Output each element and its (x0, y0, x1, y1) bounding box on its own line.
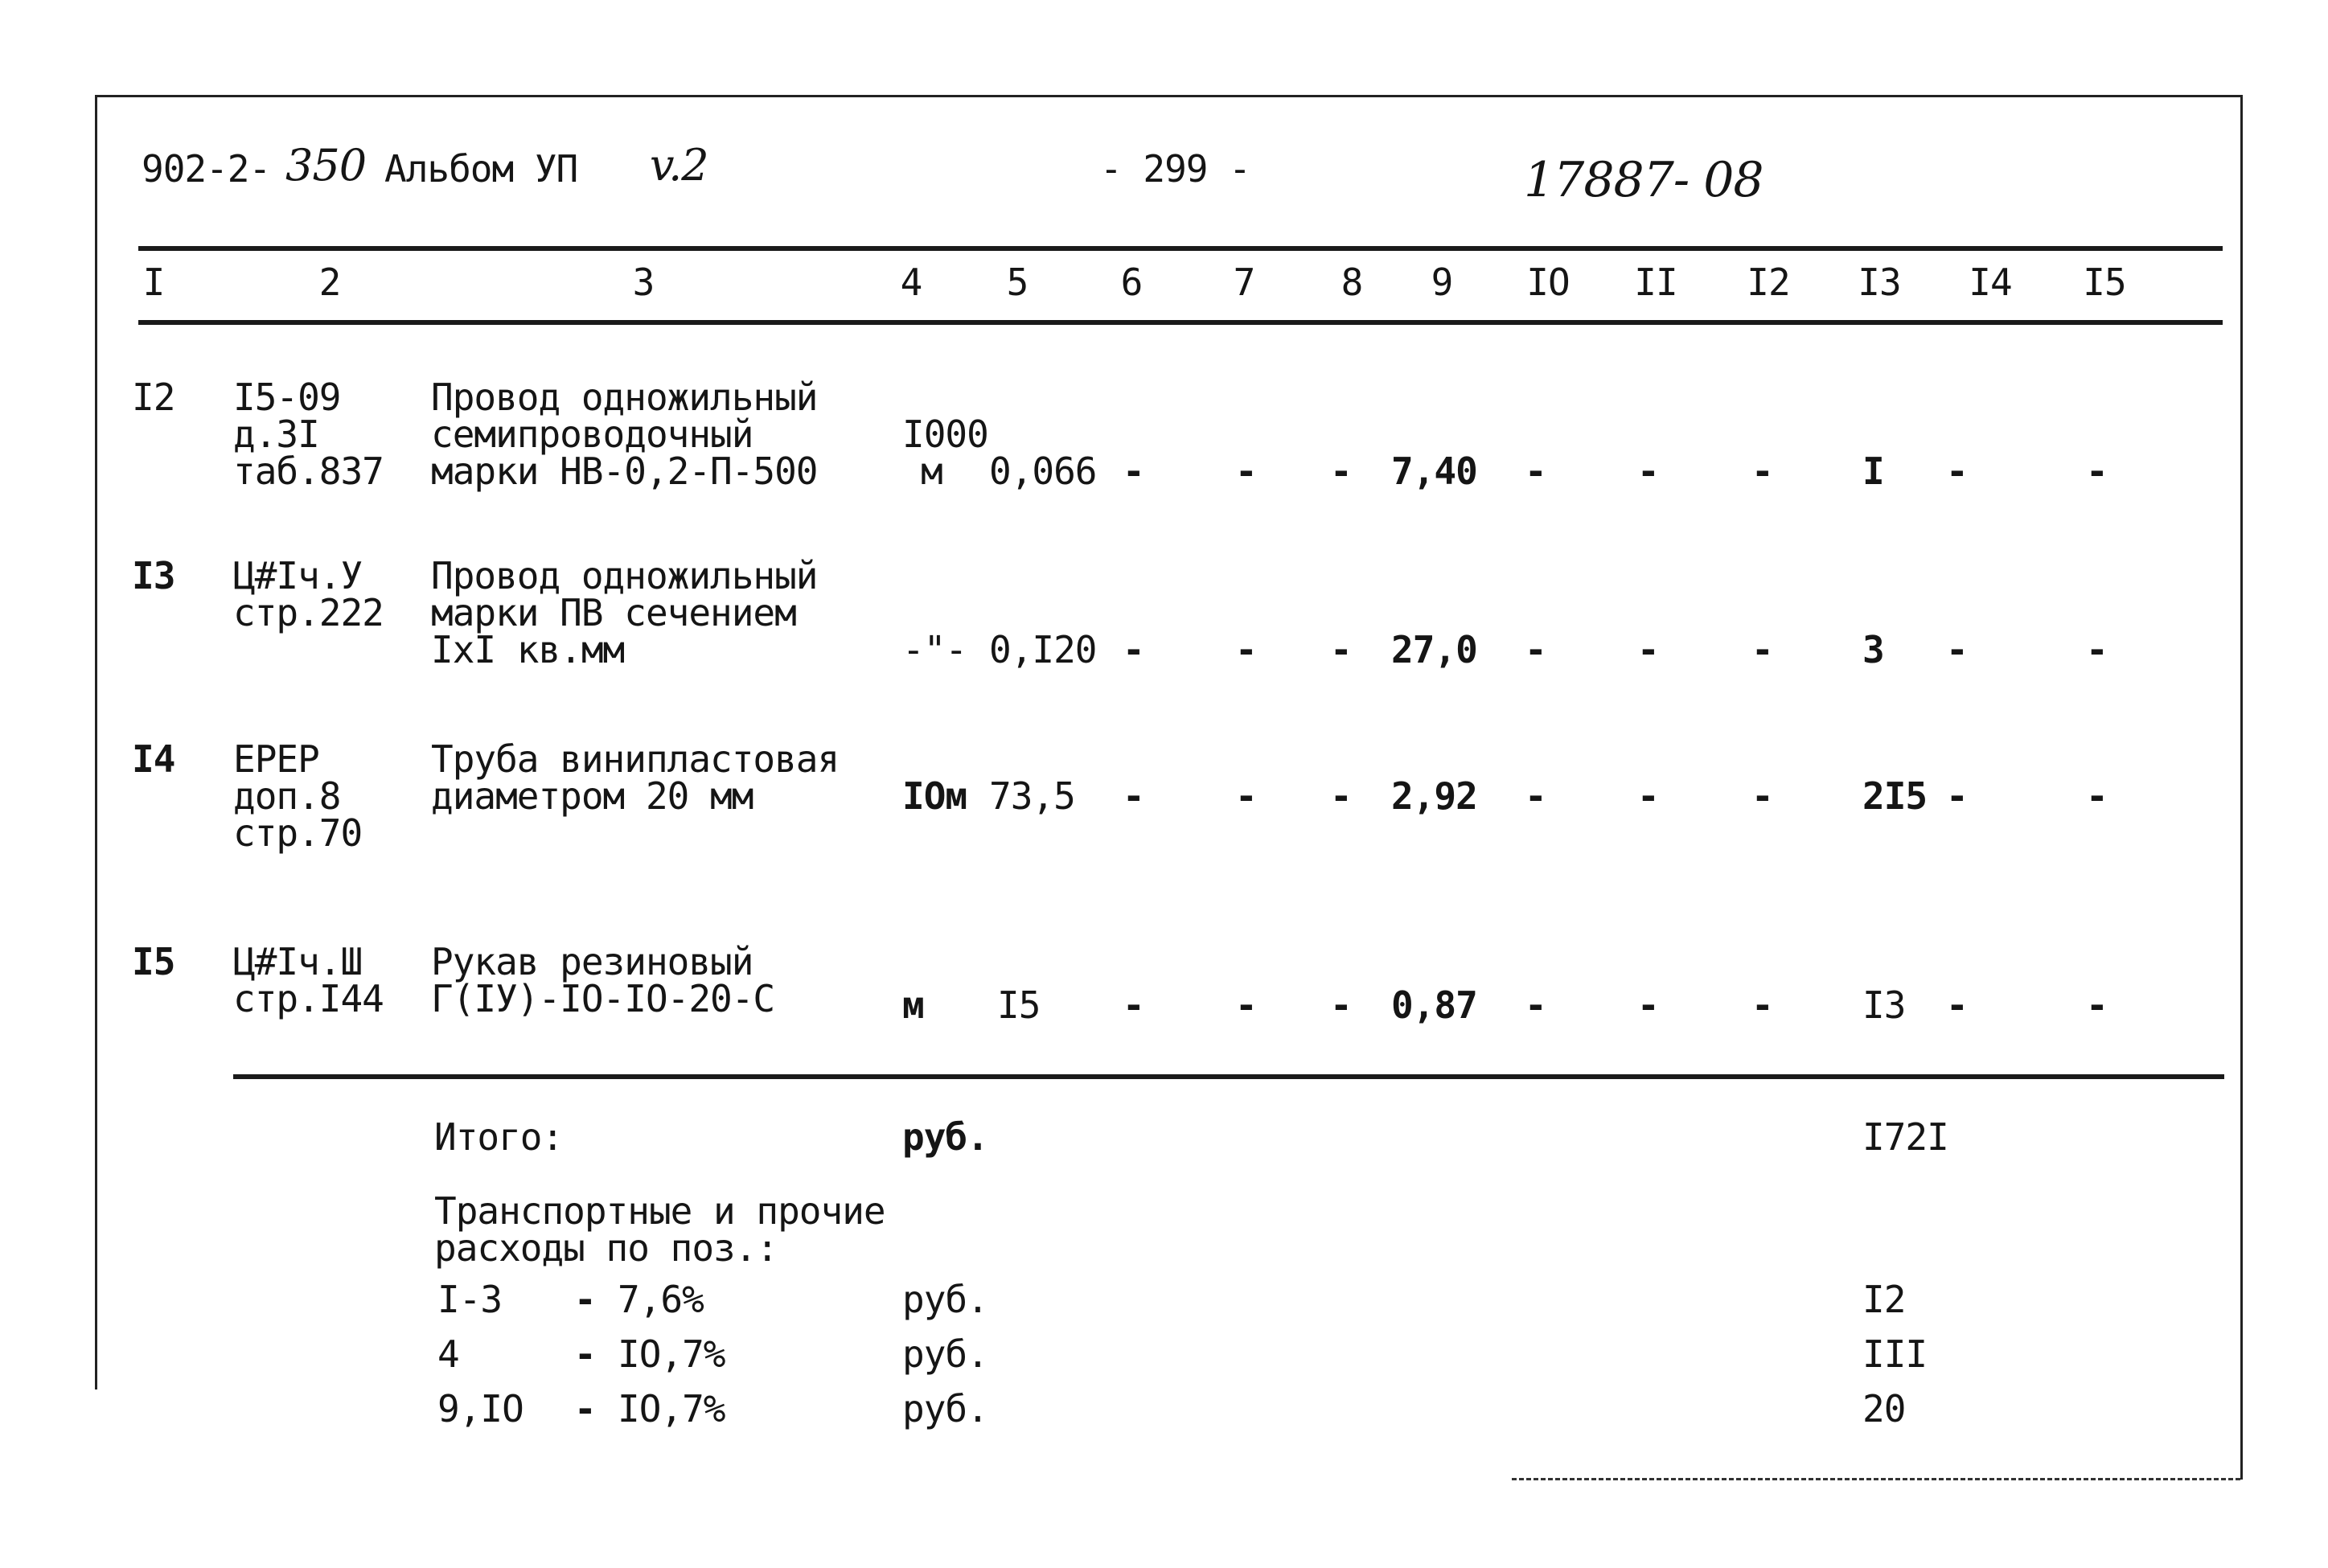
cell-col15: - (2086, 628, 2108, 671)
transport-label-line: Транспортные и прочие (434, 1189, 885, 1233)
row-number: I2 (132, 376, 175, 419)
cell-col7: - (1235, 983, 1257, 1027)
column-header: I2 (1747, 261, 1790, 304)
row-reference-line: Ц#Iч.У (233, 554, 363, 597)
album-label: Альбом УП (384, 147, 578, 191)
column-header: IO (1526, 261, 1570, 304)
cell-col5: 0,066 (989, 449, 1097, 493)
column-header: 4 (900, 261, 922, 304)
page-number: - 299 - (1100, 147, 1250, 191)
cell-col6: - (1123, 983, 1144, 1027)
column-header: 5 (1006, 261, 1029, 304)
row-description-line: марки НВ-0,2-П-500 (431, 449, 818, 493)
transport-item-percent: IO,7% (618, 1332, 725, 1376)
transport-item-unit: руб. (902, 1278, 988, 1321)
row-reference-line: доп.8 (233, 774, 341, 818)
cell-col7: - (1235, 774, 1257, 818)
cell-col12: - (1751, 449, 1773, 493)
frame-bottom-border (1512, 1478, 2240, 1480)
cell-col15: - (2086, 983, 2108, 1027)
transport-item-unit: руб. (902, 1332, 988, 1376)
row-description-line: Труба винипластовая (431, 737, 840, 781)
column-header: 6 (1120, 261, 1143, 304)
column-header: I5 (2083, 261, 2126, 304)
transport-item-dash: - (574, 1387, 596, 1430)
doc-code-handwritten: 350 (285, 140, 367, 191)
column-header: 9 (1431, 261, 1453, 304)
cell-col9: 0,87 (1391, 983, 1477, 1027)
row-description-line: диаметром 20 мм (431, 774, 753, 818)
cell-col9: 2,92 (1391, 774, 1477, 818)
cell-col12: - (1751, 628, 1773, 671)
total-value: I72I (1862, 1115, 1948, 1159)
transport-item-positions: 9,IO (437, 1387, 523, 1430)
total-label: Итого: (434, 1115, 564, 1159)
column-header: 7 (1233, 261, 1255, 304)
row-reference-line: д.3I (233, 413, 319, 456)
row-description-line: Рукав резиновый (431, 940, 753, 983)
cell-col11: - (1637, 449, 1659, 493)
column-header: II (1634, 261, 1677, 304)
transport-item-dash: - (574, 1278, 596, 1321)
cell-col7: - (1235, 449, 1257, 493)
column-header: I4 (1969, 261, 2012, 304)
cell-col13: 3 (1862, 628, 1884, 671)
transport-item-positions: 4 (437, 1332, 459, 1376)
row-number: I5 (132, 940, 175, 983)
frame-right-border (2240, 95, 2243, 1480)
cell-col6: - (1123, 449, 1144, 493)
cell-col11: - (1637, 983, 1659, 1027)
cell-col14: - (1946, 449, 1968, 493)
cell-col12: - (1751, 774, 1773, 818)
cell-col14: - (1946, 774, 1968, 818)
column-header: I (142, 261, 165, 304)
row-unit-line: IOм (902, 774, 967, 818)
cell-col8: - (1330, 983, 1352, 1027)
cell-col6: - (1123, 774, 1144, 818)
cell-col13: I (1862, 449, 1884, 493)
row-reference-line: стр.222 (233, 591, 384, 634)
row-reference-line: стр.I44 (233, 977, 384, 1020)
cell-col10: - (1525, 628, 1546, 671)
transport-item-dash: - (574, 1332, 596, 1376)
row-description-line: Провод одножильный (431, 376, 818, 419)
cell-col12: - (1751, 983, 1773, 1027)
row-description-line: Г(IУ)-IO-IO-20-С (431, 977, 775, 1020)
column-header: 2 (318, 261, 341, 304)
transport-item-percent: 7,6% (618, 1278, 704, 1321)
row-reference-line: I5-09 (233, 376, 341, 419)
transport-item-value: 20 (1862, 1387, 1906, 1430)
doc-code-prefix: 902-2- (142, 147, 271, 191)
row-description-line: IxI кв.мм (431, 628, 625, 671)
cell-col9: 7,40 (1391, 449, 1477, 493)
cell-col9: 27,0 (1391, 628, 1477, 671)
total-unit: руб. (902, 1115, 988, 1159)
frame-top-border (95, 95, 2242, 97)
column-header: 8 (1341, 261, 1363, 304)
row-number: I3 (132, 554, 175, 597)
cell-col13: 2I5 (1862, 774, 1928, 818)
row-description-line: Провод одножильный (431, 554, 818, 597)
cell-col11: - (1637, 628, 1659, 671)
row-number: I4 (132, 737, 175, 781)
column-header: I3 (1858, 261, 1901, 304)
table-top-rule (138, 246, 2223, 251)
row-unit-line: м (921, 449, 942, 493)
cell-col8: - (1330, 774, 1352, 818)
frame-left-border (95, 95, 97, 1389)
cell-col7: - (1235, 628, 1257, 671)
cell-col14: - (1946, 628, 1968, 671)
registration-number-handwritten: 17887- 08 (1524, 152, 1763, 208)
album-part-handwritten: v.2 (650, 140, 708, 191)
row-reference-line: Ц#Iч.Ш (233, 940, 363, 983)
row-description-line: марки ПВ сечением (431, 591, 796, 634)
transport-item-unit: руб. (902, 1387, 988, 1430)
cell-col5: 0,I20 (989, 628, 1097, 671)
transport-item-value: III (1862, 1332, 1928, 1376)
cell-col10: - (1525, 774, 1546, 818)
summary-rule (233, 1074, 2224, 1079)
cell-col6: - (1123, 628, 1144, 671)
row-unit-line: I000 (902, 413, 988, 456)
column-header: 3 (632, 261, 655, 304)
cell-col14: - (1946, 983, 1968, 1027)
transport-item-value: I2 (1862, 1278, 1906, 1321)
row-unit-line: м (902, 983, 924, 1027)
cell-col8: - (1330, 628, 1352, 671)
cell-col8: - (1330, 449, 1352, 493)
transport-label-line: расходы по поз.: (434, 1226, 778, 1270)
cell-col5: 73,5 (989, 774, 1075, 818)
table-header-rule (138, 320, 2223, 325)
cell-col10: - (1525, 449, 1546, 493)
row-reference-line: таб.837 (233, 449, 384, 493)
transport-item-positions: I-3 (437, 1278, 503, 1321)
cell-col15: - (2086, 449, 2108, 493)
row-description-line: семипроводочный (431, 413, 753, 456)
cell-col10: - (1525, 983, 1546, 1027)
transport-item-percent: IO,7% (618, 1387, 725, 1430)
row-reference-line: ЕРЕР (233, 737, 319, 781)
cell-col13: I3 (1862, 983, 1906, 1027)
row-reference-line: стр.70 (233, 811, 363, 855)
row-unit-line: -"- (902, 628, 967, 671)
cell-col5: I5 (997, 983, 1041, 1027)
cell-col11: - (1637, 774, 1659, 818)
cell-col15: - (2086, 774, 2108, 818)
